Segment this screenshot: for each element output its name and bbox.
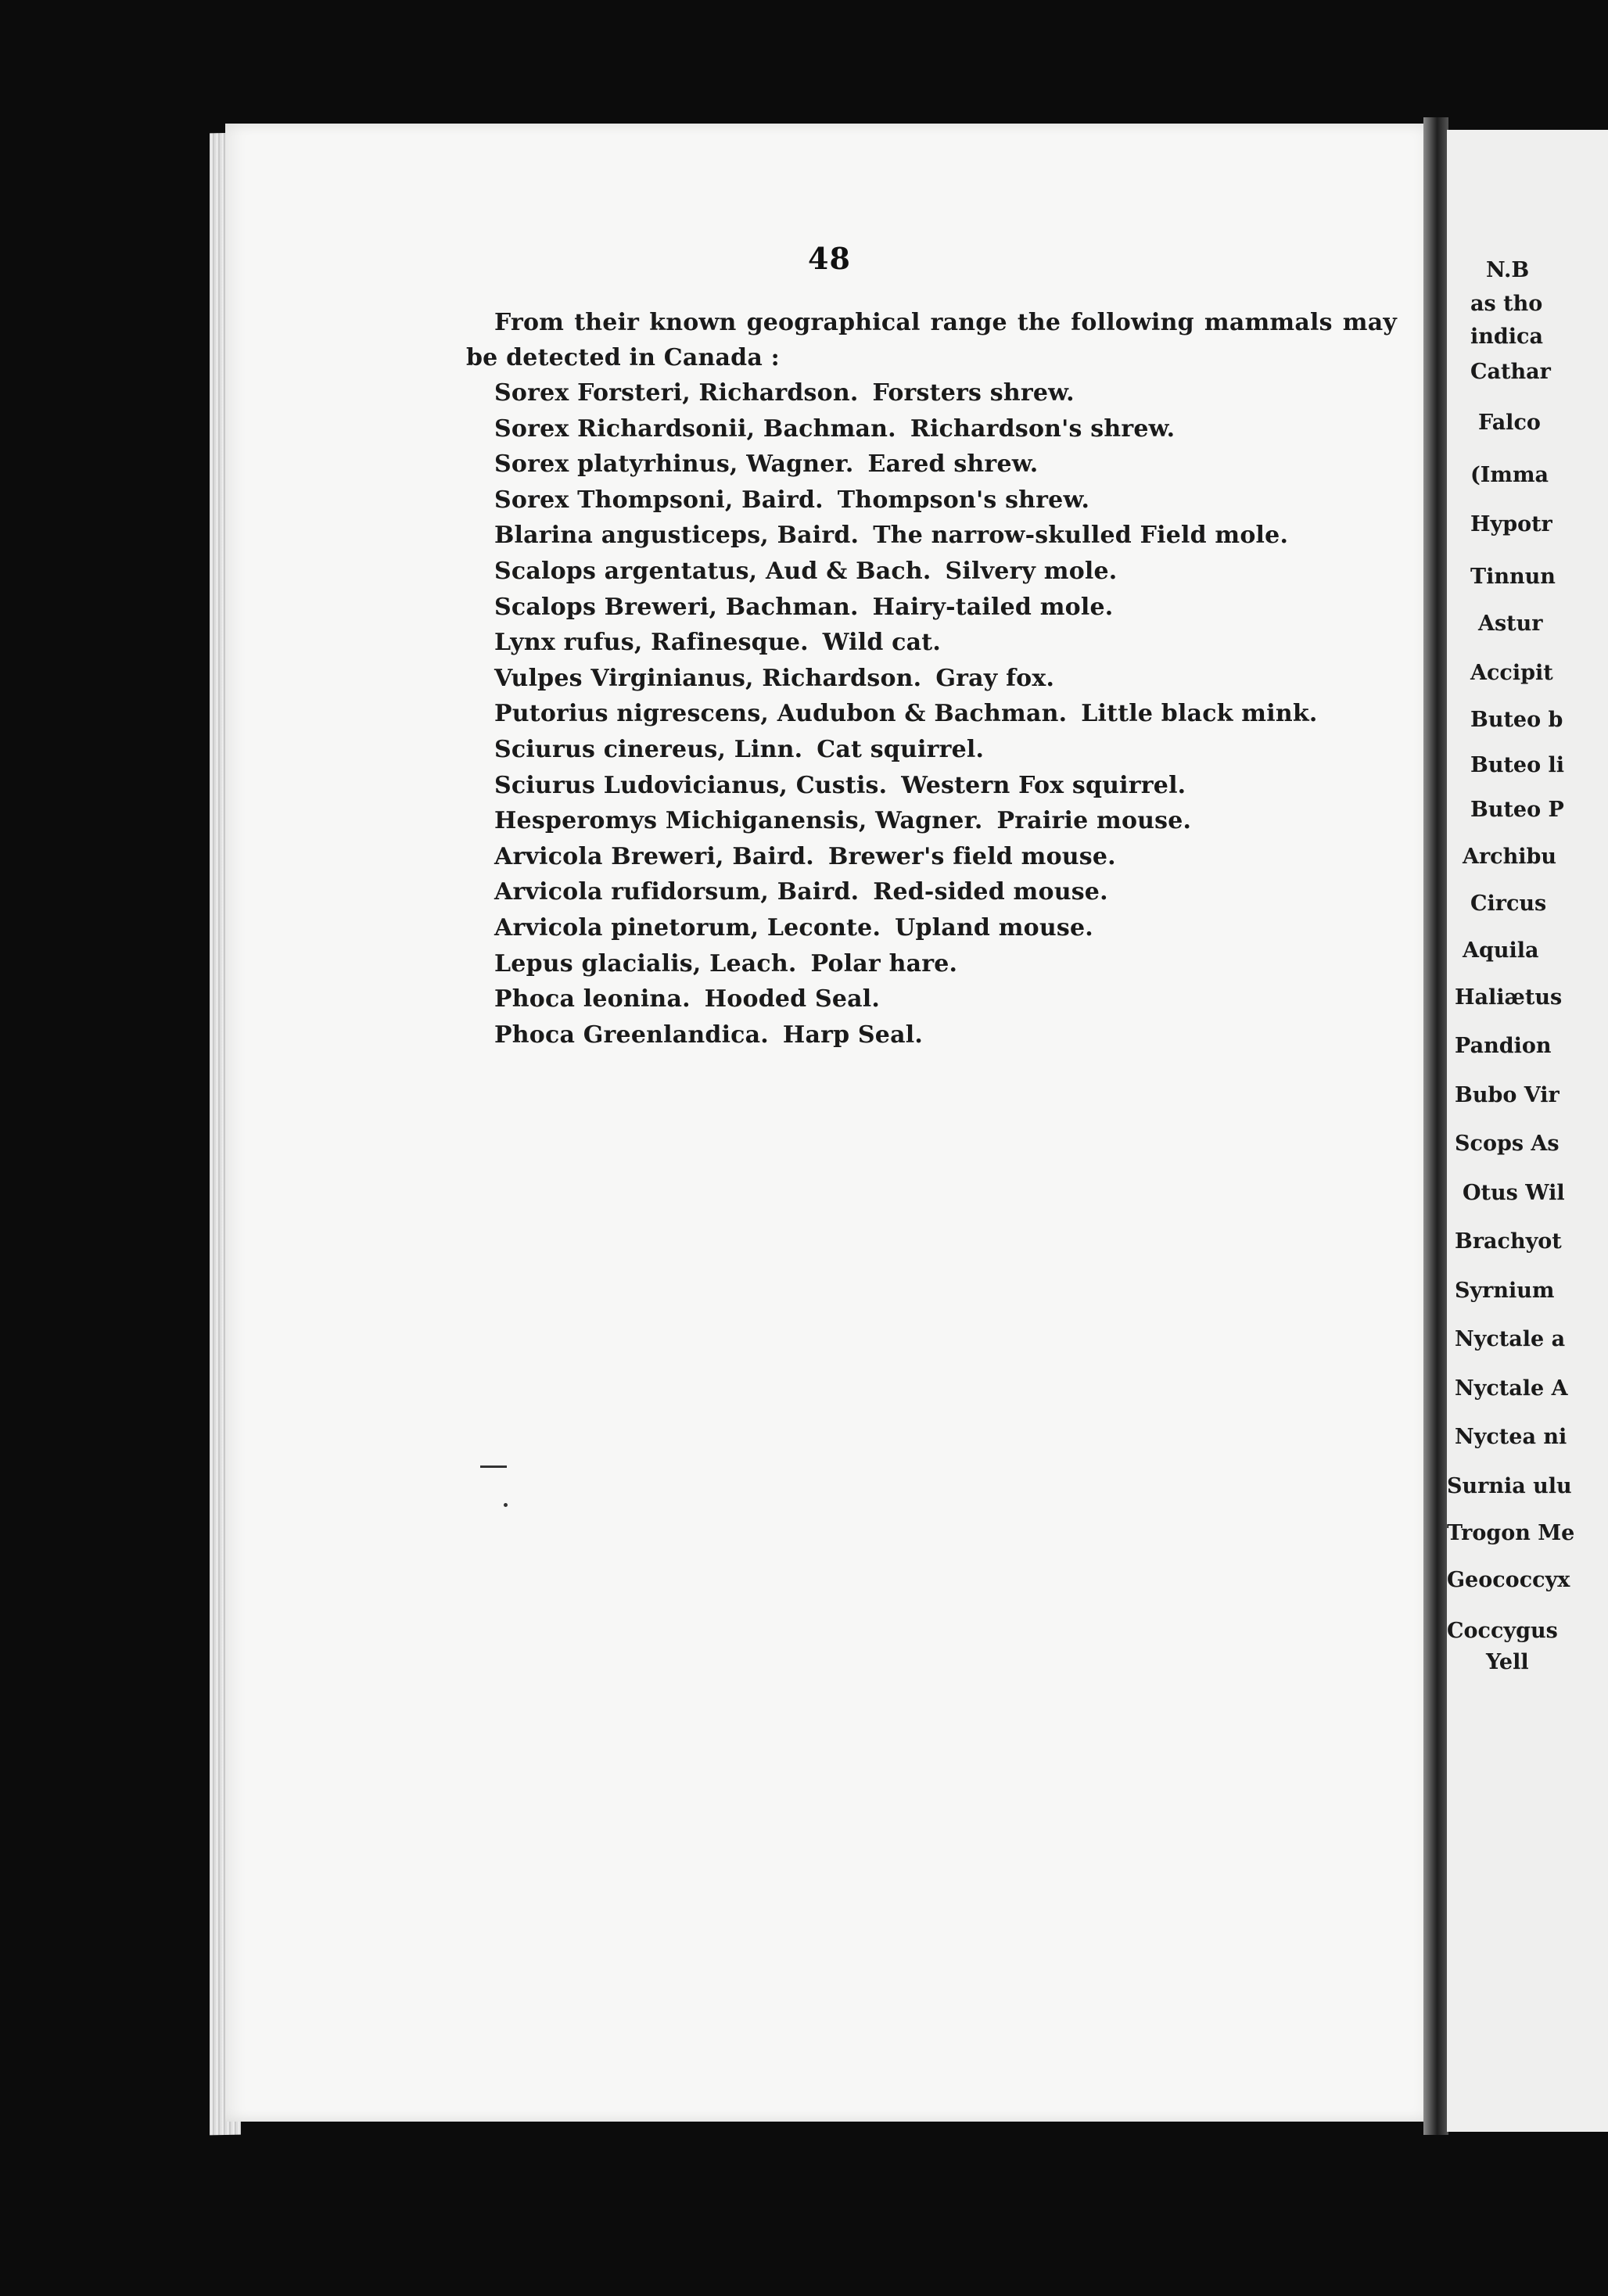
common-name: Eared shrew. [867, 450, 1039, 479]
stray-mark [480, 1465, 507, 1468]
right-page-text-fragment: Cathar [1470, 360, 1551, 384]
right-page-text-fragment: Accipit [1470, 661, 1553, 685]
species-entry [494, 1017, 1397, 1053]
right-page [1447, 130, 1608, 2132]
scientific-name: Putorius nigrescens, Audubon & Bachman. [494, 700, 1068, 728]
species-entry [494, 590, 1397, 626]
common-name: Cat squirrel. [817, 735, 985, 763]
species-entry [494, 768, 1397, 804]
scientific-name: Arvicola Breweri, Baird. [494, 842, 814, 870]
right-page-text-fragment: Tinnun [1470, 565, 1556, 589]
species-entry [494, 661, 1397, 697]
common-name: Wild cat. [822, 629, 941, 657]
species-entry [494, 554, 1397, 590]
scientific-name: Sorex Forsteri, Richardson. [494, 379, 859, 407]
common-name: Hairy-tailed mole. [872, 593, 1114, 621]
scientific-name: Lepus glacialis, Leach. [494, 949, 797, 978]
common-name: Silvery mole. [945, 557, 1118, 585]
common-name: Thompson's shrew. [837, 486, 1090, 514]
common-name: Richardson's shrew. [910, 414, 1175, 443]
right-page-text-fragment: Aquila [1463, 938, 1539, 963]
common-name: Polar hare. [810, 949, 958, 978]
right-page-text-fragment: Bubo Vir [1455, 1083, 1560, 1107]
species-entry [494, 946, 1397, 982]
species-entry [494, 518, 1397, 554]
species-entry [494, 981, 1397, 1017]
species-entry [494, 447, 1397, 483]
species-entry [494, 411, 1397, 447]
scientific-name: Sorex Thompsoni, Baird. [494, 486, 824, 514]
scientific-name: Phoca leonina. [494, 985, 691, 1013]
right-page-text-fragment: Nyctale a [1455, 1327, 1566, 1351]
scientific-name: Arvicola pinetorum, Leconte. [494, 913, 881, 942]
species-entry [494, 839, 1397, 875]
right-page-text-fragment: Scops As [1455, 1132, 1560, 1156]
right-page-text-fragment: Coccygus [1447, 1619, 1558, 1643]
right-page-text-fragment: Buteo b [1470, 708, 1563, 732]
common-name: Hooded Seal. [704, 985, 881, 1013]
left-page [225, 124, 1434, 2122]
scientific-name: Sorex Richardsonii, Bachman. [494, 414, 896, 443]
species-entry [494, 696, 1397, 732]
right-page-text-fragment: as tho [1470, 292, 1543, 316]
right-page-text-fragment: Buteo P [1470, 798, 1564, 822]
common-name: Brewer's field mouse. [827, 842, 1116, 870]
species-entry [494, 910, 1397, 946]
right-page-text-fragment: indica [1470, 325, 1543, 349]
common-name: Forsters shrew. [872, 379, 1075, 407]
scientific-name: Lynx rufus, Rafinesque. [494, 629, 809, 657]
scientific-name: Sciurus Ludovicianus, Custis. [494, 771, 888, 799]
common-name: Little black mink. [1081, 700, 1318, 728]
intro-paragraph: From their known geographical range the following mammals may be detected in Canada : [466, 309, 1397, 371]
right-page-text-fragment: Nyctea ni [1455, 1425, 1567, 1449]
scientific-name: Hesperomys Michiganensis, Wagner. [494, 807, 983, 835]
right-page-text-fragment: Hypotr [1470, 512, 1552, 536]
species-list [466, 375, 1397, 1053]
scientific-name: Scalops argentatus, Aud & Bach. [494, 557, 931, 585]
scientific-name: Scalops Breweri, Bachman. [494, 593, 859, 621]
right-page-text-fragment: Buteo li [1470, 753, 1565, 777]
right-page-text-fragment: Astur [1478, 612, 1543, 636]
species-entry [494, 803, 1397, 839]
common-name: Red-sided mouse. [873, 878, 1108, 906]
scientific-name: Phoca Greenlandica. [494, 1021, 769, 1049]
page-body [466, 305, 1397, 1053]
scientific-name: Blarina angusticeps, Baird. [494, 522, 860, 550]
common-name: Western Fox squirrel. [901, 771, 1186, 799]
species-entry [494, 625, 1397, 661]
common-name: Upland mouse. [895, 913, 1093, 942]
right-page-text-fragment: Haliætus [1455, 985, 1563, 1010]
right-page-text-fragment: Circus [1470, 891, 1547, 916]
right-page-text-fragment: Brachyot [1455, 1229, 1562, 1254]
stray-mark [504, 1503, 508, 1507]
page-number: 48 [808, 241, 851, 276]
common-name: Harp Seal. [782, 1021, 923, 1049]
right-page-text-fragment: Surnia ulu [1447, 1474, 1572, 1498]
right-page-text-fragment: Geococcyx [1447, 1568, 1570, 1592]
right-page-text-fragment: Nyctale A [1455, 1376, 1568, 1401]
right-page-text-fragment: Falco [1478, 411, 1541, 435]
scientific-name: Sciurus cinereus, Linn. [494, 735, 803, 763]
right-page-text-fragment: Trogon Me [1447, 1521, 1575, 1545]
right-page-text-fragment: Archibu [1463, 845, 1557, 869]
scientific-name: Sorex platyrhinus, Wagner. [494, 450, 854, 479]
species-entry [494, 483, 1397, 518]
species-entry [494, 732, 1397, 768]
right-page-text-fragment: Otus Wil [1463, 1181, 1565, 1205]
book-gutter [1423, 117, 1448, 2135]
right-page-text-fragment: Pandion [1455, 1034, 1552, 1058]
species-entry [494, 874, 1397, 910]
right-page-text-fragment: (Imma [1470, 463, 1549, 487]
scientific-name: Arvicola rufidorsum, Baird. [494, 878, 860, 906]
common-name: The narrow-skulled Field mole. [873, 522, 1289, 550]
scientific-name: Vulpes Virginianus, Richardson. [494, 664, 922, 692]
right-page-text-fragment: Yell [1486, 1650, 1529, 1674]
common-name: Prairie mouse. [996, 807, 1192, 835]
species-entry [494, 375, 1397, 411]
right-page-text-fragment: Syrnium [1455, 1279, 1555, 1303]
common-name: Gray fox. [935, 664, 1055, 692]
right-page-text-fragment: N.B [1486, 258, 1530, 282]
